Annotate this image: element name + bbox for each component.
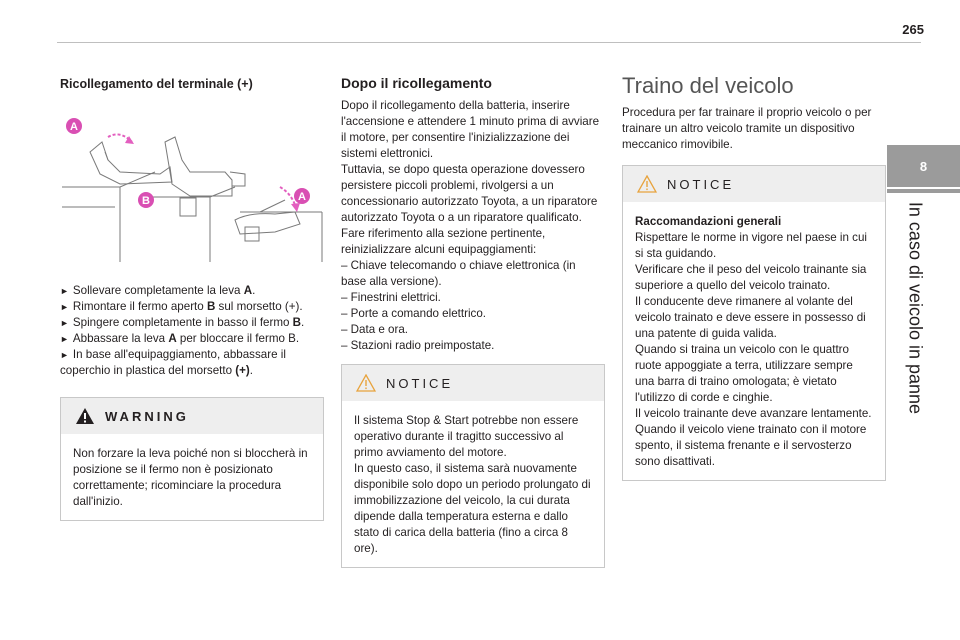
notice-header (342, 365, 604, 401)
after-para-3: Fare riferimento alla sezione pertinente, reinizializzare alcuni equipaggiamenti: (341, 227, 546, 256)
warning-body (61, 434, 323, 520)
notice-para-4: Quando si traina un veicolo con le quattro ruote appoggiate a terra, utilizzare sempre una barra di traino omologata; è vietato l'utilizzo di corde e cinghie. (635, 343, 853, 404)
notice-subheading: Raccomandazioni generali (635, 215, 782, 228)
notice-body (342, 401, 604, 567)
warning-text: Non forzare la leva poiché non si bloccherà in posizione se il fermo non è posizionato correttamente; ricominciare la procedura dall'inizio. (73, 447, 308, 508)
svg-text:A: A (70, 121, 78, 133)
after-list-item: – Stazioni radio preimpostate. (341, 339, 495, 352)
notice-para-2: Verificare che il peso del veicolo trainante sia superiore a quello del veicolo trainato. (635, 263, 867, 292)
notice-para-1: Rispettare le norme in vigore nel paese in cui si sta guidando. (635, 231, 867, 260)
notice-triangle-icon (356, 374, 376, 392)
column-after-reconnect (341, 70, 605, 568)
after-para-2: Tuttavia, se dopo questa operazione dovessero persistere piccoli problemi, rivolgersi a un concessionario autorizzato Toyota, a un riparatore autorizzato Toyota o a un riparatore qualificato. (341, 163, 598, 224)
after-list-item: – Chiave telecomando o chiave elettronica (in (341, 259, 576, 272)
after-list-item: – Finestrini elettrici. (341, 291, 441, 304)
step-item: ► Sollevare completamente la leva A. (60, 284, 256, 297)
step-arrow-icon: ► (60, 302, 69, 312)
svg-text:B: B (142, 195, 150, 207)
warning-title: WARNING (105, 408, 189, 424)
step-arrow-icon: ► (60, 350, 69, 360)
label-a-marker-bottom (294, 188, 310, 204)
chapter-tab-rule (887, 189, 960, 193)
notice-para-1: Il sistema Stop & Start potrebbe non essere operativo durante il tragitto successivo al primo avviamento del motore. (354, 414, 579, 459)
notice-body (623, 202, 885, 480)
notice-para-5: Il veicolo trainante deve avanzare lentamente. (635, 407, 872, 420)
steps-list (60, 283, 324, 379)
towing-intro: Procedura per far trainare il proprio veicolo o per trainare un altro veicolo tramite un dispositivo meccanico rimovibile. (622, 106, 872, 151)
step-item: ► Abbassare la leva A per bloccare il fermo B. (60, 332, 300, 345)
step-item: ► Spingere completamente in basso il fermo B. (60, 316, 305, 329)
notice-title: NOTICE (386, 375, 454, 391)
notice-para-6: Quando il veicolo viene trainato con il motore spento, il sistema frenante e il servosterzo sono disattivati. (635, 423, 867, 468)
section-heading-towing: Traino del veicolo (622, 73, 794, 98)
notice-triangle-icon (637, 175, 657, 193)
header-divider (57, 42, 921, 43)
battery-terminal-illustration (60, 112, 324, 262)
step-item: ► Rimontare il fermo aperto B sul morsetto (+). (60, 300, 303, 313)
after-list-item: – Porte a comando elettrico. (341, 307, 487, 320)
notice-box-stop-start (341, 364, 605, 568)
column-towing (622, 70, 886, 481)
step-arrow-icon: ► (60, 334, 69, 344)
after-list-item-cont: base alla versione). (341, 275, 442, 288)
warning-triangle-icon (75, 407, 95, 425)
chapter-tab[interactable]: 8 (887, 145, 960, 187)
notice-box-towing (622, 165, 886, 481)
svg-text:A: A (298, 191, 306, 203)
section-heading-after: Dopo il ricollegamento (341, 75, 492, 91)
after-para-1: Dopo il ricollegamento della batteria, inserire l'accensione e attendere 1 minuto prima di avviare il motore, per consentire l'inizializzazione dei sistemi elettronici. (341, 99, 600, 160)
column-reconnect (60, 70, 324, 521)
step-item: ► In base all'equipaggiamento, abbassare il coperchio in plastica del morsetto (+). (60, 348, 286, 377)
warning-header (61, 398, 323, 434)
notice-header (623, 166, 885, 202)
label-b-marker (138, 192, 154, 208)
step-arrow-icon: ► (60, 286, 69, 296)
chapter-title: In caso di veicolo in panne (905, 201, 926, 414)
section-heading-reconnect: Ricollegamento del terminale (+) (60, 77, 253, 91)
chapter-title-vertical (900, 200, 930, 415)
label-a-marker-top (66, 118, 82, 134)
warning-box (60, 397, 324, 521)
page-number: 265 (902, 22, 924, 37)
after-list-item: – Data e ora. (341, 323, 409, 336)
step-arrow-icon: ► (60, 318, 69, 328)
notice-title: NOTICE (667, 176, 735, 192)
notice-para-2: In questo caso, il sistema sarà nuovamente disponibile solo dopo un periodo prolungato di immobilizzazione del veicolo, la cui durata dipende dalla temperatura esterna e dallo stato di carica della batteria (fino a circa 8 ore). (354, 462, 591, 555)
notice-para-3: Il conducente deve rimanere al volante del veicolo trainato e deve essere in possesso di una patente di guida valida. (635, 295, 866, 340)
